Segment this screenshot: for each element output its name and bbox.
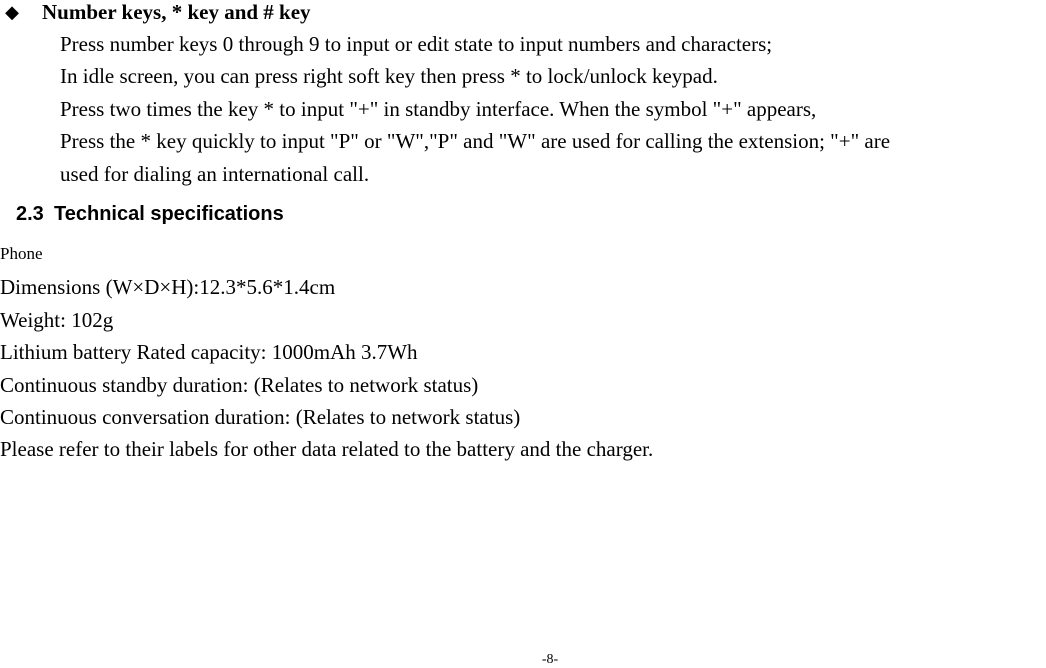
spec-line: Please refer to their labels for other data related to the battery and the charger.: [0, 437, 654, 461]
paragraph-line: Press number keys 0 through 9 to input or edit state to input numbers and characters;: [60, 32, 773, 56]
spec-line: Dimensions (W×D×H):12.3*5.6*1.4cm: [0, 275, 336, 299]
section-heading: [16, 202, 284, 226]
section-number: 2.3: [16, 203, 44, 225]
page-number: -8-: [541, 652, 559, 667]
paragraph-line: used for dialing an international call.: [60, 162, 370, 186]
spec-line: Continuous standby duration: (Relates to network status): [0, 373, 479, 397]
bullet-heading: [4, 0, 311, 24]
paragraph-line: Press the * key quickly to input "P" or "W","P" and "W" are used for calling the extension; "+" are: [60, 129, 891, 153]
bullet-heading-text: Number keys, * key and # key: [42, 0, 311, 24]
sub-label: Phone: [0, 244, 43, 263]
section-title: Technical specifications: [54, 203, 284, 225]
spec-line: Weight: 102g: [0, 308, 114, 332]
spec-line: Continuous conversation duration: (Relates to network status): [0, 405, 521, 429]
paragraph-line: Press two times the key * to input "+" in standby interface. When the symbol "+" appears,: [60, 97, 817, 121]
diamond-bullet-icon: ◆: [5, 2, 19, 22]
paragraph-line: In idle screen, you can press right soft key then press * to lock/unlock keypad.: [60, 64, 718, 88]
spec-line: Lithium battery Rated capacity: 1000mAh 3.7Wh: [0, 340, 418, 364]
